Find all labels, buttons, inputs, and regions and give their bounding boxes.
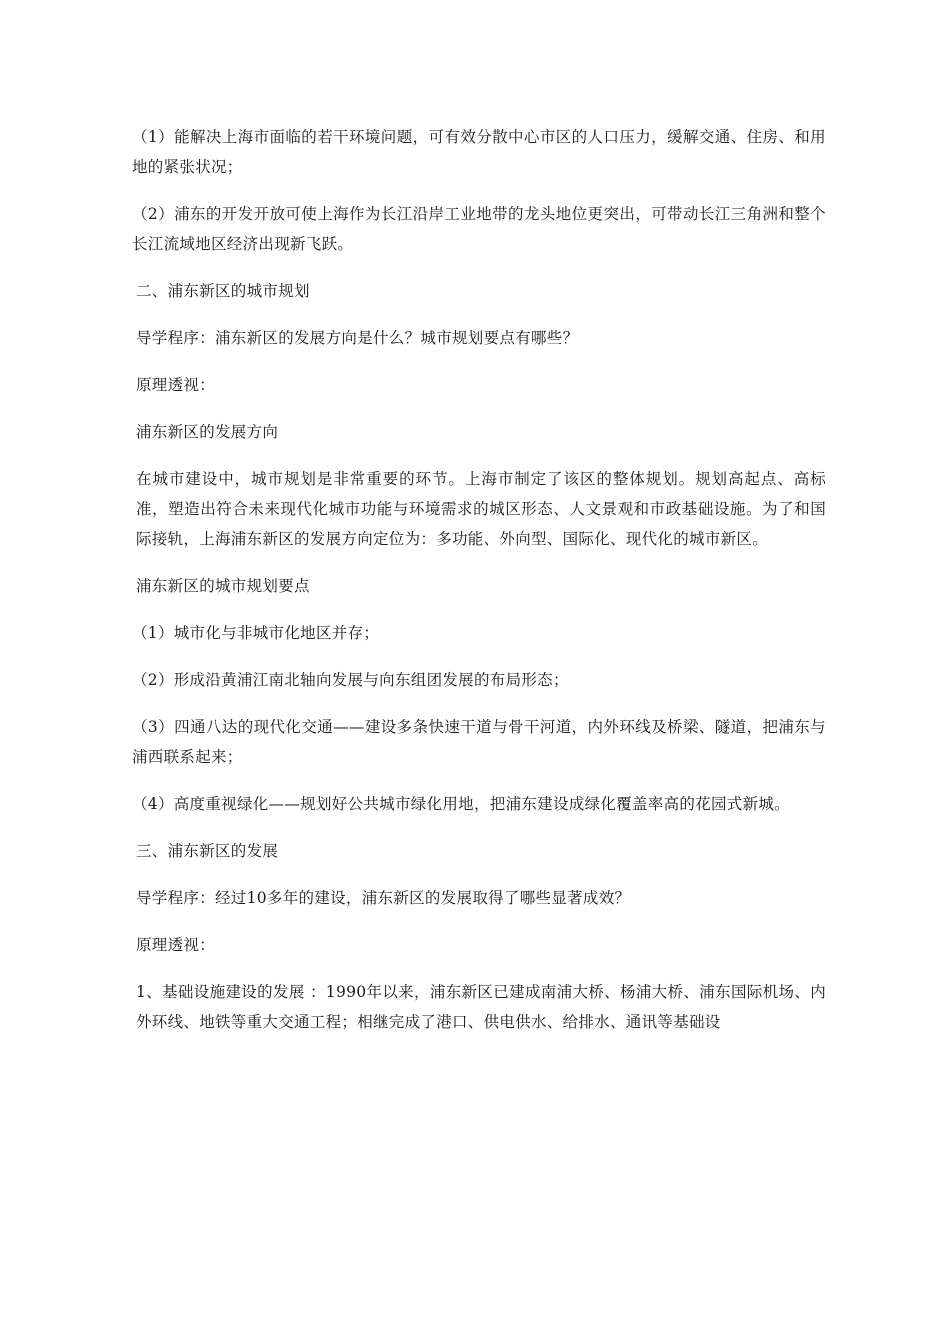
guide-question-development: 导学程序：经过10多年的建设，浦东新区的发展取得了哪些显著成效？ <box>136 889 631 907</box>
section-heading-planning: 二、浦东新区的城市规划 <box>136 282 310 300</box>
paragraph-direction: 在城市建设中，城市规划是非常重要的环节。上海市制定了该区的整体规划。规划高起点、高标准，塑造出符合未来现代化城市功能与环境需求的城区形态、人文景观和市政基础设施。为了和国际接轨，上海浦东新区的发展方向定位为：多功能、外向型、国际化、现代化的城市新区。 <box>136 470 826 548</box>
planning-point-3: （3）四通八达的现代化交通——建设多条快速干道与骨干河道，内外环线及桥梁、隧道，把浦东与浦西联系起来； <box>132 718 826 766</box>
planning-point-4: （4）高度重视绿化——规划好公共城市绿化用地，把浦东建设成绿化覆盖率高的花园式新城。 <box>132 795 790 813</box>
principle-label-2: 原理透视： <box>136 936 216 954</box>
paragraph-benefit-2: （2）浦东的开发开放可使上海作为长江沿岸工业地带的龙头地位更突出，可带动长江三角洲和整个长江流域地区经济出现新飞跃。 <box>132 205 826 253</box>
subheading-planning-points: 浦东新区的城市规划要点 <box>136 577 310 595</box>
paragraph-benefit-1: （1）能解决上海市面临的若干环境问题，可有效分散中心市区的人口压力，缓解交通、住房、和用地的紧张状况； <box>132 128 826 176</box>
subheading-direction: 浦东新区的发展方向 <box>136 423 279 441</box>
paragraph-infrastructure: 1、基础设施建设的发展 ：1990年以来，浦东新区已建成南浦大桥、杨浦大桥、浦东国际机场、内外环线、地铁等重大交通工程；相继完成了港口、供电供水、给排水、通讯等基础设 <box>136 983 826 1031</box>
planning-point-1: （1）城市化与非城市化地区并存； <box>132 624 380 642</box>
section-heading-development: 三、浦东新区的发展 <box>136 842 279 860</box>
principle-label-1: 原理透视： <box>136 376 216 394</box>
guide-question-planning: 导学程序：浦东新区的发展方向是什么？城市规划要点有哪些？ <box>136 329 579 347</box>
planning-point-2: （2）形成沿黄浦江南北轴向发展与向东组团发展的布局形态； <box>132 671 569 689</box>
document-page <box>132 122 826 1054</box>
